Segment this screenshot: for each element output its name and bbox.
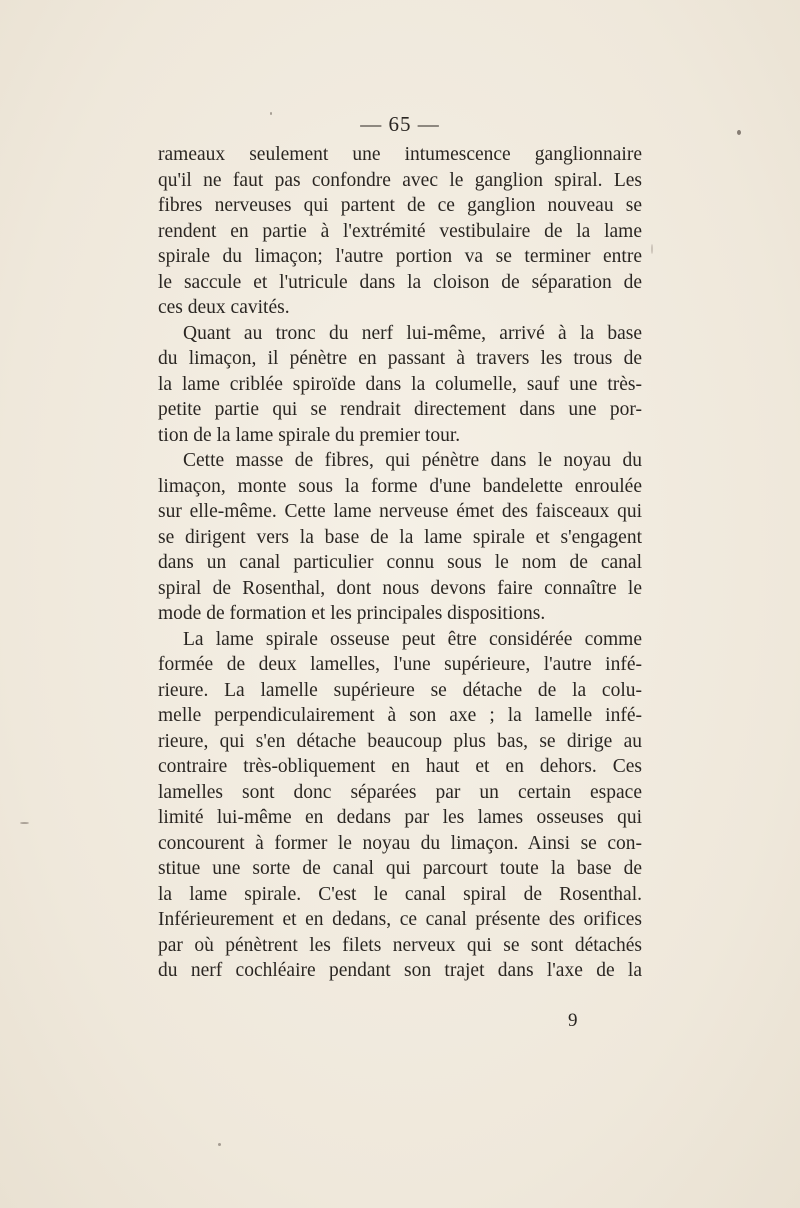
page-number: — 65 — — [360, 112, 440, 136]
text-line: mode de formation et les principales dispositions. — [158, 603, 546, 624]
text-line: formée de deux lamelles, l'une supérieure, l'autre infé- — [158, 654, 642, 675]
ink-speck — [651, 244, 653, 254]
text-line: petite partie qui se rendrait directement dans une por- — [158, 399, 642, 420]
text-line: par où pénètrent les filets nerveux qui se sont détachés — [158, 934, 642, 956]
text-line: la lame spirale. C'est le canal spiral de Rosenthal. — [158, 883, 642, 905]
text-line: Inférieurement et en dedans, ce canal présente des orifices — [158, 909, 642, 930]
text-line: le saccule et l'utricule dans la cloison de séparation de — [158, 271, 642, 293]
ink-speck — [20, 822, 29, 824]
text-line: spiral de Rosenthal, dont nous devons faire connaître le — [158, 577, 642, 599]
text-line: concourent à former le noyau du limaçon. Ainsi se con- — [158, 832, 642, 854]
text-line: rameaux seulement une intumescence ganglionnaire — [158, 144, 642, 165]
text-line: rieure, qui s'en détache beaucoup plus bas, se dirige au — [158, 730, 642, 752]
text-line: limité lui-même en dedans par les lames osseuses qui — [158, 807, 642, 828]
text-line: La lame spirale osseuse peut être considérée comme — [183, 628, 642, 650]
text-line: ces deux cavités. — [158, 297, 290, 318]
text-line: limaçon, monte sous la forme d'une bandelette enroulée — [158, 475, 642, 497]
text-line: contraire très-obliquement en haut et en dehors. Ces — [158, 756, 642, 777]
text-line: se dirigent vers la base de la lame spirale et s'engagent — [158, 526, 642, 548]
text-line: Cette masse de fibres, qui pénètre dans le noyau du — [183, 450, 642, 471]
ink-speck — [270, 112, 272, 115]
text-line: sur elle-même. Cette lame nerveuse émet des faisceaux qui — [158, 501, 642, 522]
text-line: du limaçon, il pénètre en passant à travers les trous de — [158, 348, 642, 369]
text-line: spirale du limaçon; l'autre portion va se terminer entre — [158, 246, 642, 267]
text-line: rendent en partie à l'extrémité vestibulaire de la lame — [158, 220, 642, 242]
text-line: melle perpendiculairement à son axe ; la lamelle infé- — [158, 705, 642, 726]
text-line: fibres nerveuses qui partent de ce ganglion nouveau se — [158, 195, 642, 216]
text-line: du nerf cochléaire pendant son trajet dans l'axe de la — [158, 960, 642, 981]
text-line: lamelles sont donc séparées par un certain espace — [158, 781, 642, 803]
text-line: rieure. La lamelle supérieure se détache de la colu- — [158, 679, 642, 701]
signature-mark: 9 — [568, 1010, 578, 1031]
ink-speck — [218, 1143, 221, 1146]
text-line: la lame criblée spiroïde dans la columelle, sauf une très- — [158, 373, 642, 395]
ink-speck — [737, 130, 741, 135]
text-line: Quant au tronc du nerf lui-même, arrivé à la base — [183, 322, 642, 344]
body-text — [158, 142, 642, 984]
text-line: stitue une sorte de canal qui parcourt toute la base de — [158, 858, 642, 879]
text-line: dans un canal particulier connu sous le nom de canal — [158, 552, 642, 573]
text-line: qu'il ne faut pas confondre avec le ganglion spiral. Les — [158, 169, 642, 191]
text-line: tion de la lame spirale du premier tour. — [158, 424, 461, 446]
